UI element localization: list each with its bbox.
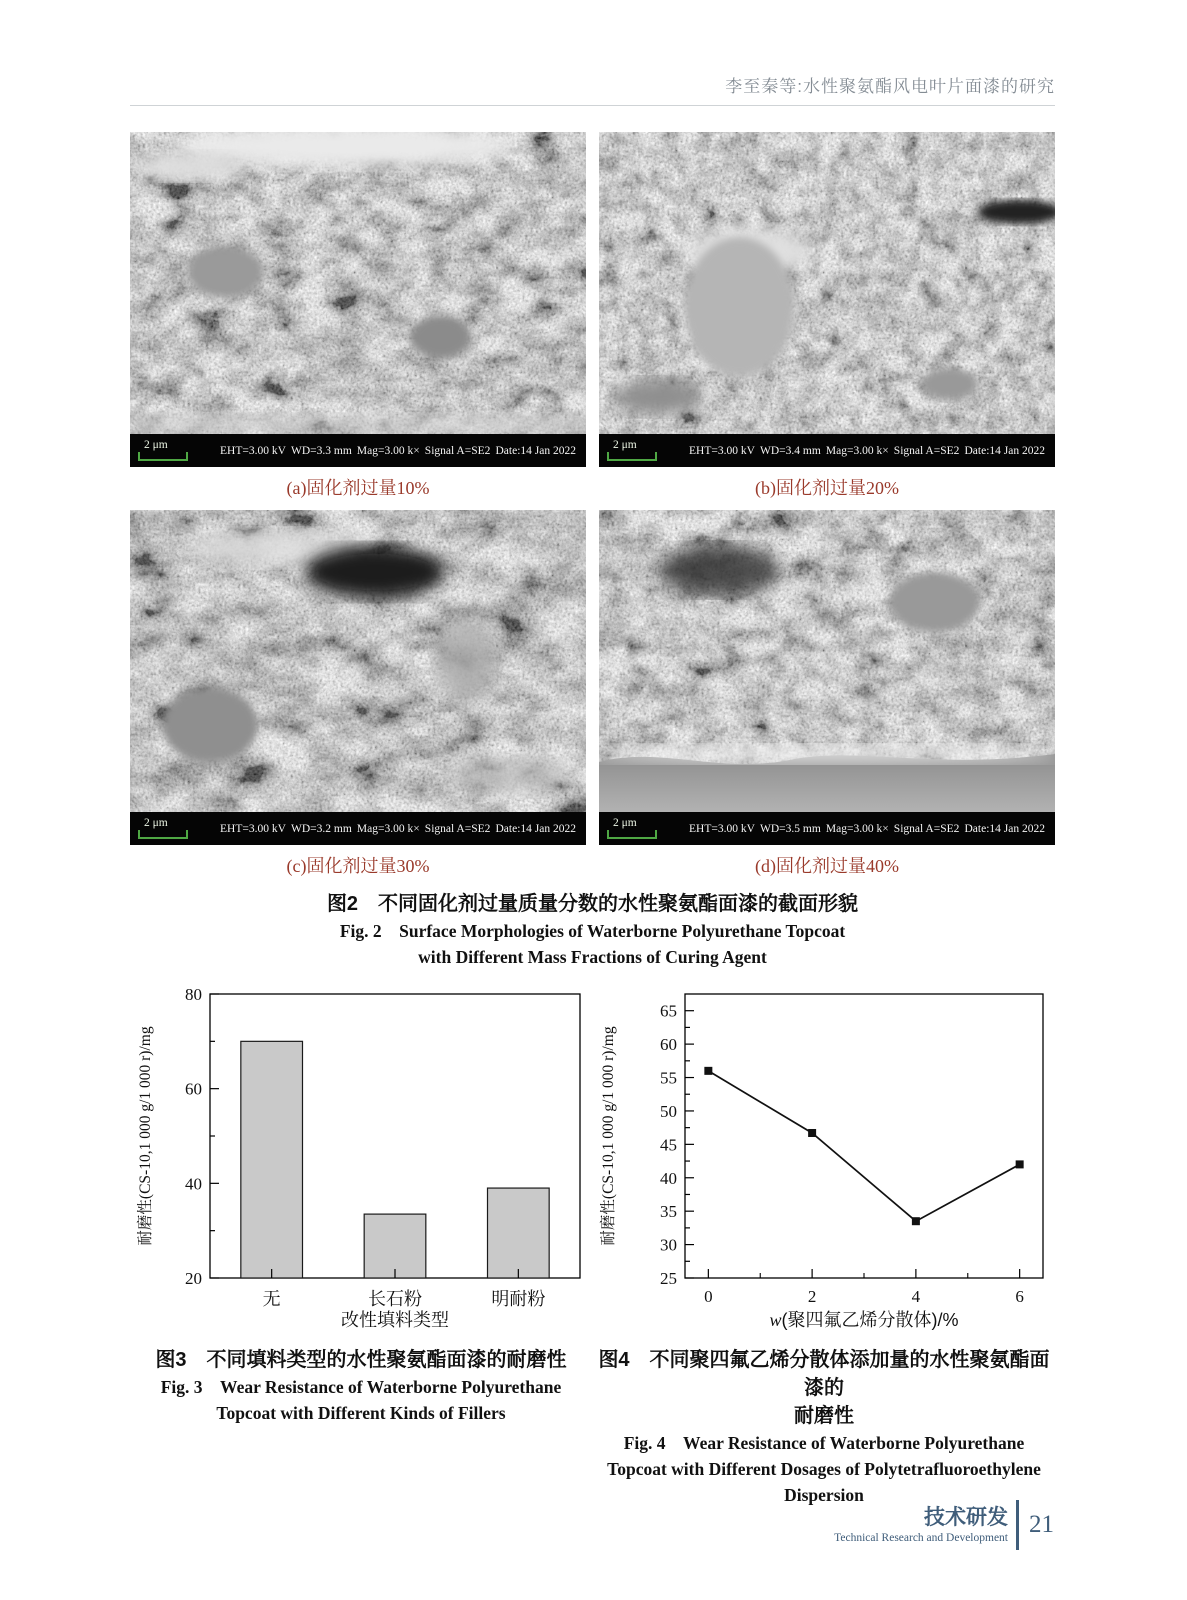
footer-divider — [1016, 1500, 1019, 1550]
date-value: Date:14 Jan 2022 — [964, 444, 1045, 457]
svg-text:w(聚四氟乙烯分散体)/%: w(聚四氟乙烯分散体)/% — [769, 1310, 959, 1330]
svg-text:65: 65 — [660, 1001, 677, 1021]
wd-value: WD=3.2 mm — [291, 822, 352, 835]
panel-caption-a: (a)固化剂过量10% — [286, 478, 430, 498]
panel-caption-c: (c)固化剂过量30% — [286, 856, 430, 876]
svg-text:30: 30 — [660, 1235, 677, 1255]
figure3-caption-en-2: Topcoat with Different Kinds of Fillers — [216, 1403, 506, 1423]
svg-text:2: 2 — [807, 1287, 817, 1306]
charts-row — [130, 980, 1055, 1508]
figure3-caption-cn: 图3 不同填料类型的水性聚氨酯面漆的耐磨性 — [155, 1349, 567, 1371]
svg-text:无: 无 — [262, 1289, 281, 1309]
sem-image-d — [599, 510, 1055, 845]
sem-micrograph-c — [130, 510, 586, 812]
svg-text:40: 40 — [185, 1174, 202, 1194]
date-value: Date:14 Jan 2022 — [495, 444, 576, 457]
page-content — [130, 0, 1055, 1508]
figure3-caption-en-1: Fig. 3 Wear Resistance of Waterborne Polyurethane — [160, 1377, 562, 1397]
figure4-caption-cn-1: 图4 不同聚四氟乙烯分散体添加量的水性聚氨酯面漆的 — [598, 1349, 1050, 1399]
mag-value: Mag=3.00 k× — [825, 822, 889, 835]
sem-panel-a — [130, 132, 586, 508]
sem-micrograph-a — [130, 132, 586, 434]
svg-text:明耐粉: 明耐粉 — [491, 1289, 546, 1309]
sem-infobar-a — [130, 434, 586, 467]
sem-panel-d — [599, 510, 1055, 886]
svg-text:35: 35 — [660, 1202, 677, 1222]
figure2-caption-en-1: Fig. 2 Surface Morphologies of Waterborne Polyurethane Topcoat — [339, 921, 846, 941]
wd-value: WD=3.5 mm — [760, 822, 821, 835]
svg-text:80: 80 — [185, 985, 202, 1004]
eht-value: EHT=3.00 kV — [220, 444, 286, 457]
sem-image-a — [130, 132, 586, 467]
scale-bar — [138, 440, 194, 461]
sem-infobar-c — [130, 812, 586, 845]
mag-value: Mag=3.00 k× — [825, 444, 889, 457]
date-value: Date:14 Jan 2022 — [964, 822, 1045, 835]
figure4-caption-en-2: Topcoat with Different Dosages of Polytetrafluoroethylene — [607, 1459, 1041, 1479]
svg-text:改性填料类型: 改性填料类型 — [341, 1310, 449, 1330]
figure3-column — [130, 980, 592, 1508]
page-number: 21 — [1029, 1511, 1054, 1538]
fig3-bar-chart — [130, 980, 592, 1334]
wd-value: WD=3.3 mm — [291, 444, 352, 457]
sem-micrograph-d — [599, 510, 1055, 812]
figure4-caption-cn-2: 耐磨性 — [794, 1405, 854, 1427]
scale-bracket-icon — [607, 452, 657, 461]
footer-section-en: Technical Research and Development — [834, 1531, 1008, 1544]
figure2-panel-grid — [130, 132, 1055, 886]
figure4-column — [593, 980, 1055, 1508]
sem-panel-c — [130, 510, 586, 886]
svg-text:4: 4 — [911, 1287, 921, 1306]
svg-text:耐磨性(CS-10,1 000 g/1 000 r)/mg: 耐磨性(CS-10,1 000 g/1 000 r)/mg — [600, 1026, 617, 1246]
figure2-caption — [130, 890, 1055, 970]
figure2-caption-cn: 图2 不同固化剂过量质量分数的水性聚氨酯面漆的截面形貌 — [326, 893, 859, 915]
svg-text:6: 6 — [1015, 1287, 1024, 1306]
sem-micrograph-b — [599, 132, 1055, 434]
scale-bracket-icon — [138, 452, 188, 461]
mag-value: Mag=3.00 k× — [356, 822, 420, 835]
scale-bracket-icon — [607, 830, 657, 839]
svg-text:20: 20 — [185, 1269, 202, 1288]
mag-value: Mag=3.00 k× — [356, 444, 420, 457]
sem-image-b — [599, 132, 1055, 467]
signal-value: Signal A=SE2 — [893, 444, 960, 457]
figure4-caption — [593, 1346, 1055, 1508]
header-rule — [130, 105, 1055, 106]
scale-bracket-icon — [138, 830, 188, 839]
eht-value: EHT=3.00 kV — [689, 444, 755, 457]
signal-value: Signal A=SE2 — [424, 822, 491, 835]
signal-value: Signal A=SE2 — [424, 444, 491, 457]
fig4-line-chart — [593, 980, 1055, 1334]
figure4-caption-en-3: Dispersion — [784, 1485, 864, 1505]
sem-infobar-d — [599, 812, 1055, 845]
scale-label: 2 μm — [144, 439, 168, 451]
eht-value: EHT=3.00 kV — [220, 822, 286, 835]
figure2-caption-en-2: with Different Mass Fractions of Curing Agent — [418, 947, 767, 967]
scale-bar — [607, 440, 663, 461]
signal-value: Signal A=SE2 — [893, 822, 960, 835]
running-header: 李至秦等:水性聚氨酯风电叶片面漆的研究 — [725, 77, 1055, 96]
svg-text:耐磨性(CS-10,1 000 g/1 000 r)/mg: 耐磨性(CS-10,1 000 g/1 000 r)/mg — [137, 1026, 154, 1246]
sem-panel-b — [599, 132, 1055, 508]
footer-section — [834, 1507, 1008, 1544]
svg-text:60: 60 — [660, 1035, 677, 1055]
svg-text:0: 0 — [704, 1287, 713, 1306]
date-value: Date:14 Jan 2022 — [495, 822, 576, 835]
scale-bar — [607, 818, 663, 839]
scale-label: 2 μm — [613, 817, 637, 829]
scale-label: 2 μm — [613, 439, 637, 451]
panel-caption-d: (d)固化剂过量40% — [755, 856, 899, 876]
scale-label: 2 μm — [144, 817, 168, 829]
wd-value: WD=3.4 mm — [760, 444, 821, 457]
panel-caption-b: (b)固化剂过量20% — [755, 478, 899, 498]
svg-text:50: 50 — [660, 1101, 677, 1121]
sem-image-c — [130, 510, 586, 845]
svg-text:40: 40 — [660, 1168, 677, 1188]
svg-text:60: 60 — [185, 1079, 202, 1099]
figure4-caption-en-1: Fig. 4 Wear Resistance of Waterborne Polyurethane — [623, 1433, 1025, 1453]
svg-text:55: 55 — [660, 1068, 677, 1088]
svg-text:长石粉: 长石粉 — [368, 1289, 422, 1309]
figure3-caption — [155, 1346, 566, 1426]
sem-infobar-b — [599, 434, 1055, 467]
svg-text:45: 45 — [660, 1135, 677, 1155]
eht-value: EHT=3.00 kV — [689, 822, 755, 835]
page-footer — [834, 1500, 1054, 1550]
scale-bar — [138, 818, 194, 839]
footer-section-cn: 技术研发 — [924, 1505, 1008, 1529]
svg-text:25: 25 — [660, 1269, 677, 1288]
